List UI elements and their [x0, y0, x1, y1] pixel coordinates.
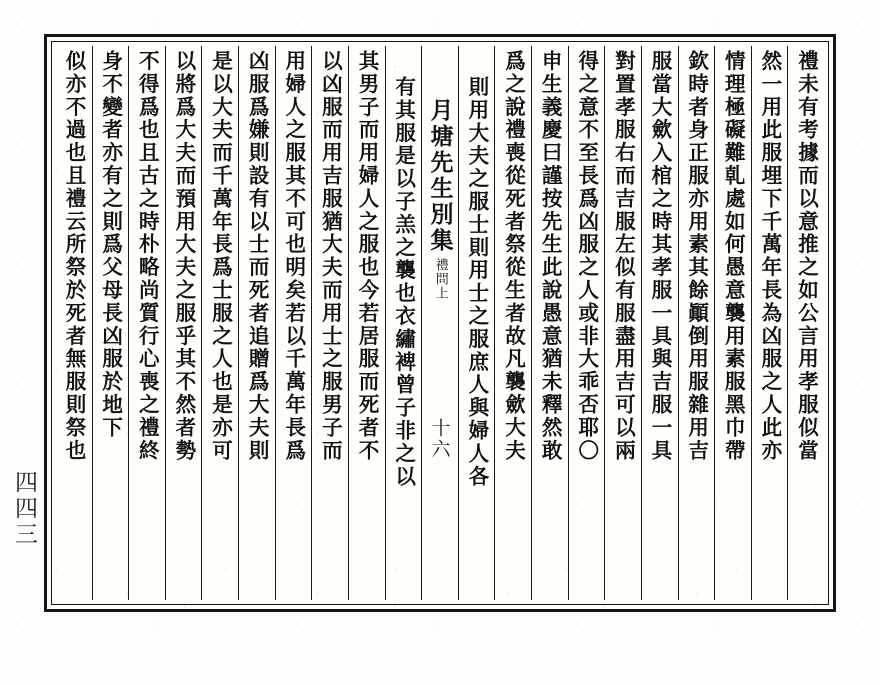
- text-column: [56, 46, 92, 600]
- text-column: [568, 46, 605, 600]
- text-column: [787, 46, 824, 600]
- text-column: [751, 46, 788, 600]
- text-column: [348, 46, 385, 600]
- text-column: [128, 46, 165, 600]
- column-text: 申生義慶曰謹按先生此說愚意猶未釋然敢: [538, 50, 563, 463]
- text-column: [604, 46, 641, 600]
- book-title-column: [421, 46, 458, 600]
- text-column: [275, 46, 312, 600]
- column-text: 不得爲也且古之時朴略尚質行心喪之禮終: [135, 50, 160, 463]
- column-text: 是以大夫而千萬年長爲士服之人也是亦可: [208, 50, 233, 463]
- column-text: 禮未有考據而以意推之如公言用孝服似當: [794, 50, 819, 463]
- column-text: 似亦不過也且禮云所祭於死者無服則祭也: [61, 50, 86, 463]
- book-title: 月塘先生別集: [426, 98, 454, 254]
- text-column: [531, 46, 568, 600]
- text-block-frame: [44, 34, 836, 612]
- text-column: [201, 46, 238, 600]
- column-text: 得之意不至長爲凶服之人或非大乖否耶〇: [574, 50, 599, 463]
- column-text: 情理極礙難乹處如何愚意襲用素服黑巾帶: [721, 50, 746, 463]
- folio-number: 十六: [428, 418, 451, 460]
- column-text: 然一用此服埋下千萬年長為凶服之人此亦: [757, 50, 782, 463]
- column-text: 以將爲大夫而預用大夫之服乎其不然者勢: [171, 50, 196, 463]
- column-text: 凶服爲嫌則設有以士而死者追贈爲大夫則: [245, 50, 270, 463]
- text-column: [678, 46, 715, 600]
- text-column: [458, 46, 495, 600]
- column-text: 其男子而用婦人之服也今若居服而死者不: [354, 50, 379, 463]
- vertical-text-columns: [56, 46, 824, 600]
- text-column: [92, 46, 129, 600]
- column-text: 爲之說禮喪從死者祭從生者故凡襲歛大夫: [501, 50, 526, 463]
- column-text: 服當大歛入棺之時其孝服一具與吉服一具: [647, 50, 672, 463]
- text-column: [311, 46, 348, 600]
- column-text: 欽時者身正服亦用素其餘顚倒用服雜用吉: [684, 50, 709, 463]
- column-text: 則用大夫之服士則用士之服庶人與婦人各: [464, 76, 489, 489]
- page-number-margin: 四四三: [11, 470, 37, 548]
- text-column: [165, 46, 202, 600]
- column-text: 以凶服而用吉服猶大夫而用士之服男子而: [318, 50, 343, 463]
- text-column: [385, 46, 422, 600]
- title-annotation: 禮問上: [432, 258, 448, 300]
- column-text: 身不變者亦有之則爲父母長凶服於地下: [98, 50, 123, 440]
- column-text: 用婦人之服其不可也明矣若以千萬年長爲: [281, 50, 306, 463]
- text-column: [641, 46, 678, 600]
- text-column: [238, 46, 275, 600]
- column-text: 有其服是以子羔之襲也衣繡裨曾子非之以: [391, 76, 416, 489]
- text-column: [714, 46, 751, 600]
- text-column: [494, 46, 531, 600]
- column-text: 對置孝服右而吉服左似有服盡用吉可以兩: [611, 50, 636, 463]
